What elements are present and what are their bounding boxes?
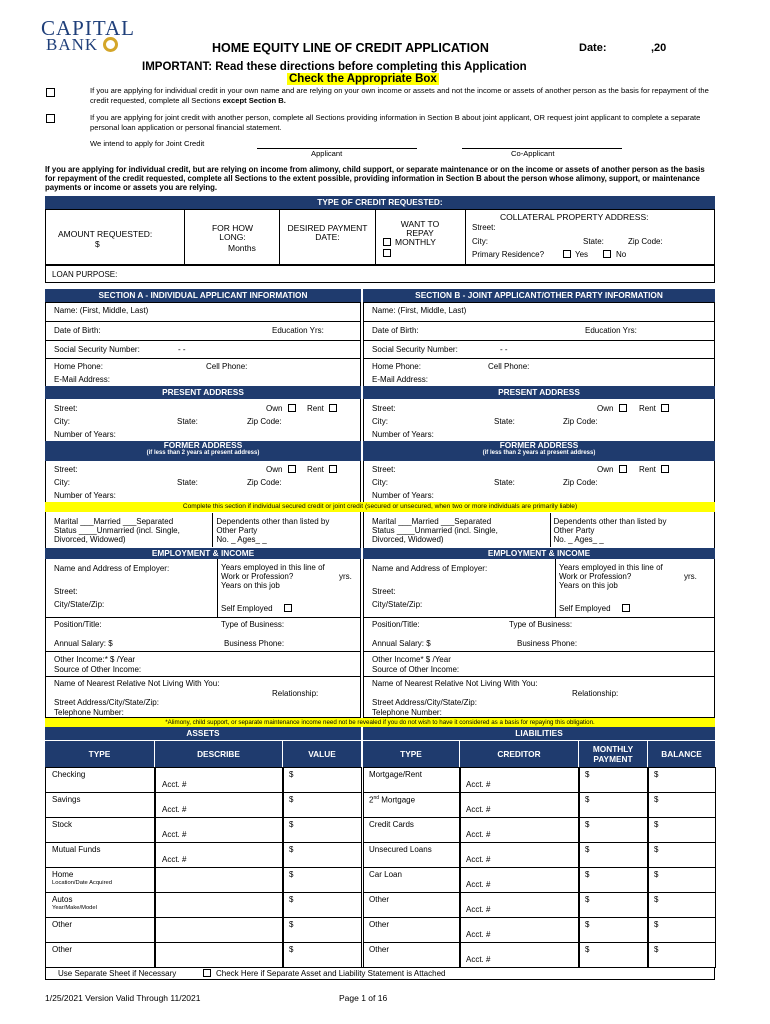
- liab-col-monthly: MONTHLY PAYMENT: [579, 741, 647, 767]
- assets-col-describe: DESCRIBE: [155, 741, 282, 767]
- liability-acct[interactable]: Acct. #: [466, 930, 491, 939]
- b-cell-phone-field[interactable]: Cell Phone:: [488, 362, 530, 371]
- important-notice: IMPORTANT: Read these directions before completing this Application: [142, 61, 527, 73]
- b-dependents-line1[interactable]: Dependents other than listed by: [553, 517, 667, 526]
- a-present-zip[interactable]: Zip Code:: [247, 417, 282, 426]
- liability-acct[interactable]: Acct. #: [466, 830, 491, 839]
- a-email-field[interactable]: E-Mail Address:: [54, 375, 111, 384]
- a-former-own-checkbox[interactable]: [288, 465, 296, 473]
- collateral-street[interactable]: Street:: [472, 223, 496, 232]
- table-row: [45, 767, 715, 792]
- b-dependents-line2[interactable]: Other Party: [553, 526, 595, 535]
- liability-type: Unsecured Loans: [369, 845, 432, 854]
- b-former-own-label: Own: [597, 465, 614, 474]
- asset-type: Other: [52, 920, 73, 929]
- b-education-field[interactable]: Education Yrs:: [585, 326, 637, 335]
- b-email-field[interactable]: E-Mail Address:: [372, 375, 429, 384]
- table-row: [45, 842, 715, 867]
- b-self-employed-checkbox[interactable]: [622, 604, 630, 612]
- b-marital-line2[interactable]: Status ____Unmarried (incl. Single,: [372, 526, 498, 535]
- liability-type: Other: [369, 895, 390, 904]
- b-home-phone-field[interactable]: Home Phone:: [372, 362, 421, 371]
- liability-balance[interactable]: $: [654, 920, 659, 929]
- b-other-income-field[interactable]: Other Income* $ /Year: [372, 655, 451, 664]
- a-former-address-header-title: FORMER ADDRESS: [163, 440, 243, 450]
- a-former-own-label: Own: [266, 465, 283, 474]
- liability-balance[interactable]: $: [654, 845, 659, 854]
- a-yrs-label[interactable]: yrs.: [339, 572, 352, 581]
- a-work-profession-label: Work or Profession?: [221, 572, 294, 581]
- loan-purpose-label: LOAN PURPOSE:: [52, 270, 118, 279]
- a-business-type-field[interactable]: Type of Business:: [221, 620, 285, 629]
- b-marital-line1[interactable]: Marital ___Married ___Separated: [372, 517, 492, 526]
- b-former-street[interactable]: Street:: [372, 465, 396, 474]
- table-row: [45, 892, 715, 917]
- b-employer-field[interactable]: Name and Address of Employer:: [372, 564, 488, 573]
- date-label: Date:: [579, 42, 607, 54]
- liability-payment[interactable]: $: [585, 920, 590, 929]
- b-present-own-checkbox[interactable]: [619, 404, 627, 412]
- b-years-job-field[interactable]: Years on this job: [559, 581, 618, 590]
- a-divider: [46, 676, 360, 677]
- a-ssn-dashes: - -: [178, 345, 186, 354]
- a-relative-phone-field[interactable]: Telephone Number:: [54, 708, 124, 717]
- a-home-phone-field[interactable]: Home Phone:: [54, 362, 103, 371]
- liability-payment[interactable]: $: [585, 895, 590, 904]
- asset-type: Stock: [52, 820, 73, 829]
- liability-balance[interactable]: $: [654, 770, 659, 779]
- b-present-zip[interactable]: Zip Code:: [563, 417, 598, 426]
- a-employer-street[interactable]: Street:: [54, 587, 78, 596]
- asset-type-sub: Year/Make/Model: [52, 905, 97, 911]
- liability-payment[interactable]: $: [585, 795, 590, 804]
- logo-text-bank: BANK: [46, 35, 99, 54]
- table-cell[interactable]: [155, 867, 283, 893]
- b-position-field[interactable]: Position/Title:: [372, 620, 420, 629]
- b-former-own-checkbox[interactable]: [619, 465, 627, 473]
- liability-balance[interactable]: $: [654, 870, 659, 879]
- b-divider: [364, 617, 714, 618]
- asset-type-sub: Location/Date Acquired: [52, 880, 112, 886]
- primary-no-checkbox[interactable]: [603, 250, 611, 258]
- asset-value[interactable]: $: [289, 820, 294, 829]
- asset-type: Home: [52, 870, 74, 879]
- table-row: [45, 817, 715, 842]
- liability-payment[interactable]: $: [585, 845, 590, 854]
- asset-acct[interactable]: Acct. #: [162, 780, 187, 789]
- liability-payment[interactable]: $: [585, 770, 590, 779]
- repay-other-checkbox[interactable]: [383, 249, 391, 257]
- assets-col-type: TYPE: [45, 741, 154, 767]
- alimony-footnote: *Alimony, child support, or separate maintenance income need not be revealed if you do not wish to have it considered as a basis for repaying this obligation.: [45, 718, 715, 727]
- a-dob-field[interactable]: Date of Birth:: [54, 326, 101, 335]
- a-divider: [46, 321, 360, 322]
- table-cell[interactable]: [283, 867, 362, 893]
- a-employer-field[interactable]: Name and Address of Employer:: [54, 564, 170, 573]
- section-a-header: SECTION A - INDIVIDUAL APPLICANT INFORMATION: [45, 289, 361, 302]
- asset-type: Checking: [52, 770, 86, 779]
- individual-credit-checkbox[interactable]: [46, 88, 55, 97]
- asset-type: Savings: [52, 795, 81, 804]
- b-divider: [364, 358, 714, 359]
- b-years-line-label: Years employed in this line of: [559, 563, 663, 572]
- desired-payment-date-label[interactable]: DESIRED PAYMENT DATE:: [287, 223, 368, 242]
- b-relationship-field[interactable]: Relationship:: [572, 689, 619, 698]
- section-b-header: SECTION B - JOINT APPLICANT/OTHER PARTY INFORMATION: [363, 289, 715, 302]
- assets-header: ASSETS: [45, 727, 361, 740]
- asset-value[interactable]: $: [289, 920, 294, 929]
- b-former-zip[interactable]: Zip Code:: [563, 478, 598, 487]
- collateral-city[interactable]: City:: [472, 237, 488, 246]
- monthly-checkbox[interactable]: [383, 238, 391, 246]
- b-employer-divider: [555, 559, 556, 617]
- a-salary-field[interactable]: Annual Salary: $: [54, 639, 113, 648]
- asset-type: Autos: [52, 895, 73, 904]
- credit-type-header: TYPE OF CREDIT REQUESTED:: [45, 196, 715, 209]
- b-employer-city-state-zip[interactable]: City/State/Zip:: [372, 600, 423, 609]
- liability-balance[interactable]: $: [654, 895, 659, 904]
- a-other-income-field[interactable]: Other Income:* $ /Year: [54, 655, 136, 664]
- primary-yes-checkbox[interactable]: [563, 250, 571, 258]
- joint-credit-checkbox[interactable]: [46, 114, 55, 123]
- asset-type: Other: [52, 945, 73, 954]
- a-relationship-field[interactable]: Relationship:: [272, 689, 319, 698]
- b-present-years[interactable]: Number of Years:: [372, 430, 434, 439]
- b-work-profession-label: Work or Profession?: [559, 572, 632, 581]
- a-marital-line3[interactable]: Divorced, Widowed): [54, 535, 126, 544]
- amount-dollar[interactable]: $: [95, 239, 100, 249]
- a-former-state[interactable]: State:: [177, 478, 198, 487]
- logo-text-capital: CAPITAL: [41, 16, 135, 40]
- b-marital-line3[interactable]: Divorced, Widowed): [372, 535, 444, 544]
- asset-type: Mutual Funds: [52, 845, 101, 854]
- b-ssn-dashes: - -: [500, 345, 508, 354]
- b-dob-field[interactable]: Date of Birth:: [372, 326, 419, 335]
- liability-type: Mortgage/Rent: [369, 770, 422, 779]
- applicant-label: Applicant: [311, 149, 343, 158]
- b-relative-phone-field[interactable]: Telephone Number:: [372, 708, 442, 717]
- a-former-street[interactable]: Street:: [54, 465, 78, 474]
- b-former-rent-checkbox[interactable]: [661, 465, 669, 473]
- a-present-own-checkbox[interactable]: [288, 404, 296, 412]
- liability-acct[interactable]: Acct. #: [466, 855, 491, 864]
- primary-yes-label: Yes: [575, 250, 589, 259]
- a-marital-line2[interactable]: Status ____Unmarried (incl. Single,: [54, 526, 180, 535]
- a-present-street[interactable]: Street:: [54, 404, 78, 413]
- liability-type: Car Loan: [369, 870, 402, 879]
- complete-section-note: Complete this section if individual secured credit or joint credit (secured or unsecured, when two or more individuals are primarily liable): [45, 502, 715, 512]
- joint-intent-label: We intend to apply for Joint Credit: [90, 139, 205, 148]
- b-present-address-header: PRESENT ADDRESS: [363, 386, 715, 399]
- b-divider: [364, 651, 714, 652]
- a-divider: [46, 358, 360, 359]
- separate-statement-checkbox[interactable]: [203, 969, 211, 977]
- collateral-label: COLLATERAL PROPERTY ADDRESS:: [500, 212, 649, 222]
- table-cell[interactable]: [283, 767, 362, 793]
- a-ssn-field[interactable]: Social Security Number:: [54, 345, 140, 354]
- liability-acct[interactable]: Acct. #: [466, 955, 491, 964]
- check-here-label: Check Here if Separate Asset and Liability Statement is Attached: [216, 969, 446, 978]
- a-divider: [46, 617, 360, 618]
- months-label[interactable]: Months: [228, 243, 256, 253]
- b-present-city[interactable]: City:: [372, 417, 388, 426]
- individual-credit-text: If you are applying for individual credit in your own name and are relying on your own income or assets and not the income or assets of another person as the basis for repayment of the credit requested, complete all Sections except Section B.: [90, 86, 709, 105]
- b-employment-header: EMPLOYMENT & INCOME: [363, 548, 715, 559]
- amount-requested-label: AMOUNT REQUESTED:: [58, 229, 153, 239]
- b-former-city[interactable]: City:: [372, 478, 388, 487]
- a-employer-city-state-zip[interactable]: City/State/Zip:: [54, 600, 105, 609]
- b-divider: [364, 676, 714, 677]
- asset-value[interactable]: $: [289, 845, 294, 854]
- b-former-years[interactable]: Number of Years:: [372, 491, 434, 500]
- b-business-phone-field[interactable]: Business Phone:: [517, 639, 578, 648]
- a-present-state[interactable]: State:: [177, 417, 198, 426]
- b-divider: [364, 321, 714, 322]
- a-marital-divider: [212, 513, 213, 547]
- liability-payment[interactable]: $: [585, 945, 590, 954]
- separate-sheet-label: Use Separate Sheet if Necessary: [58, 969, 177, 978]
- liability-acct[interactable]: Acct. #: [466, 880, 491, 889]
- date-year: ,20: [651, 42, 667, 54]
- table-cell[interactable]: [283, 817, 362, 843]
- asset-value[interactable]: $: [289, 945, 294, 954]
- b-ssn-field[interactable]: Social Security Number:: [372, 345, 458, 354]
- a-former-address-header-subtitle: (if less than 2 years at present address): [146, 450, 260, 456]
- liability-type: Credit Cards: [369, 820, 414, 829]
- liability-acct[interactable]: Acct. #: [466, 905, 491, 914]
- b-present-own-label: Own: [597, 404, 614, 413]
- liability-type: Other: [369, 945, 390, 954]
- asset-value[interactable]: $: [289, 870, 294, 879]
- alimony-note: If you are applying for individual credit, but are relying on income from alimony, child support, or separate maintenance or on the income or assets of another person as the basis for repayment of the credit requested, complete all Sections to the extent possible, providing information in Section B about the person whose alimony, support, or maintenance payments or income or assets you are relying.: [45, 165, 705, 192]
- co-applicant-label: Co-Applicant: [511, 149, 555, 158]
- a-employment-header: EMPLOYMENT & INCOME: [45, 548, 361, 559]
- table-row: [45, 792, 715, 817]
- primary-residence-label: Primary Residence?: [472, 250, 545, 259]
- a-present-rent-label: Rent: [307, 404, 324, 413]
- table-cell[interactable]: [283, 892, 362, 918]
- version-footer: 1/25/2021 Version Valid Through 11/2021: [45, 993, 201, 1003]
- asset-value[interactable]: $: [289, 795, 294, 804]
- a-employer-divider: [217, 559, 218, 617]
- b-former-rent-label: Rent: [639, 465, 656, 474]
- a-marital-line1[interactable]: Marital ___Married ___Separated: [54, 517, 174, 526]
- table-cell[interactable]: [283, 792, 362, 818]
- liability-balance[interactable]: $: [654, 945, 659, 954]
- a-business-phone-field[interactable]: Business Phone:: [224, 639, 285, 648]
- table-cell[interactable]: [155, 942, 283, 968]
- primary-no-label: No: [616, 250, 627, 259]
- liability-acct[interactable]: Acct. #: [466, 805, 491, 814]
- b-present-rent-checkbox[interactable]: [661, 404, 669, 412]
- table-cell[interactable]: [155, 892, 283, 918]
- a-cell-phone-field[interactable]: Cell Phone:: [206, 362, 248, 371]
- b-business-type-field[interactable]: Type of Business:: [509, 620, 573, 629]
- a-former-years[interactable]: Number of Years:: [54, 491, 116, 500]
- asset-acct[interactable]: Acct. #: [162, 855, 187, 864]
- a-self-employed-label: Self Employed: [221, 604, 273, 613]
- liability-payment[interactable]: $: [585, 870, 590, 879]
- asset-acct[interactable]: Acct. #: [162, 830, 187, 839]
- loan-purpose-box[interactable]: [45, 265, 715, 283]
- table-row: [45, 867, 715, 892]
- b-divider: [364, 340, 714, 341]
- a-education-field[interactable]: Education Yrs:: [272, 326, 324, 335]
- asset-value[interactable]: $: [289, 770, 294, 779]
- collateral-state[interactable]: State:: [583, 237, 604, 246]
- b-present-state[interactable]: State:: [494, 417, 515, 426]
- a-position-field[interactable]: Position/Title:: [54, 620, 102, 629]
- liability-type: Other: [369, 920, 390, 929]
- a-divider: [46, 651, 360, 652]
- table-cell[interactable]: [283, 917, 362, 943]
- liability-payment[interactable]: $: [585, 820, 590, 829]
- a-relative-address-field[interactable]: Street Address/City/State/Zip:: [54, 698, 159, 707]
- a-former-address-header: [45, 441, 361, 461]
- b-salary-field[interactable]: Annual Salary: $: [372, 639, 431, 648]
- logo-swirl-icon: [103, 37, 118, 52]
- a-present-rent-checkbox[interactable]: [329, 404, 337, 412]
- joint-credit-text: If you are applying for joint credit with another person, complete all Sections providing information in Section B about joint applicant, OR request joint applicant to complete a separate personal loan application or personal financial statement.: [90, 113, 701, 132]
- for-how-long-label: FOR HOW LONG:: [211, 223, 254, 242]
- b-relative-address-field[interactable]: Street Address/City/State/Zip:: [372, 698, 477, 707]
- assets-col-value: VALUE: [283, 741, 361, 767]
- a-present-city[interactable]: City:: [54, 417, 70, 426]
- b-present-street[interactable]: Street:: [372, 404, 396, 413]
- b-self-employed-label: Self Employed: [559, 604, 611, 613]
- a-self-employed-checkbox[interactable]: [284, 604, 292, 612]
- a-former-city[interactable]: City:: [54, 478, 70, 487]
- b-yrs-label[interactable]: yrs.: [684, 572, 697, 581]
- page-title: HOME EQUITY LINE OF CREDIT APPLICATION: [212, 41, 489, 55]
- table-row: [45, 942, 715, 967]
- a-former-zip[interactable]: Zip Code:: [247, 478, 282, 487]
- liab-col-creditor: CREDITOR: [460, 741, 578, 767]
- b-employer-street[interactable]: Street:: [372, 587, 396, 596]
- b-former-state[interactable]: State:: [494, 478, 515, 487]
- a-present-years[interactable]: Number of Years:: [54, 430, 116, 439]
- a-dependents-line2[interactable]: Other Party: [216, 526, 258, 535]
- table-cell[interactable]: [283, 842, 362, 868]
- collateral-zip[interactable]: Zip Code:: [628, 237, 663, 246]
- table-row: [45, 917, 715, 942]
- a-years-line-label: Years employed in this line of: [221, 563, 325, 572]
- a-dependents-line1[interactable]: Dependents other than listed by: [216, 517, 330, 526]
- liability-balance[interactable]: $: [654, 820, 659, 829]
- monthly-label: MONTHLY: [395, 237, 436, 247]
- b-present-rent-label: Rent: [639, 404, 656, 413]
- a-dependents-line3[interactable]: No. _ Ages_ _: [216, 535, 267, 544]
- liabilities-header: LIABILITIES: [363, 727, 715, 740]
- a-present-address-header: PRESENT ADDRESS: [45, 386, 361, 399]
- b-name-field[interactable]: Name: (First, Middle, Last): [372, 306, 467, 315]
- a-present-own-label: Own: [266, 404, 283, 413]
- a-former-rent-label: Rent: [307, 465, 324, 474]
- b-former-address-header-title: FORMER ADDRESS: [499, 440, 579, 450]
- asset-value[interactable]: $: [289, 895, 294, 904]
- b-former-address-header-subtitle: (if less than 2 years at present address): [482, 450, 596, 456]
- liability-acct[interactable]: Acct. #: [466, 780, 491, 789]
- liab-col-type: TYPE: [363, 741, 459, 767]
- want-to-repay-label: WANT TO REPAY: [400, 219, 440, 238]
- check-box-instruction: Check the Appropriate Box: [289, 73, 437, 85]
- a-name-field[interactable]: Name: (First, Middle, Last): [54, 306, 149, 315]
- b-income-source-field[interactable]: Source of Other Income:: [372, 665, 460, 674]
- b-dependents-line3[interactable]: No. _ Ages_ _: [553, 535, 604, 544]
- page-number: Page 1 of 16: [339, 993, 388, 1003]
- asset-acct[interactable]: Acct. #: [162, 805, 187, 814]
- table-cell[interactable]: [155, 917, 283, 943]
- table-cell[interactable]: [283, 942, 362, 968]
- liability-balance[interactable]: $: [654, 795, 659, 804]
- liability-type: 2nd Mortgage: [369, 795, 416, 805]
- b-former-address-header: [363, 441, 715, 461]
- a-divider: [46, 340, 360, 341]
- a-relative-field[interactable]: Name of Nearest Relative Not Living With You:: [54, 679, 220, 688]
- a-former-rent-checkbox[interactable]: [329, 465, 337, 473]
- a-income-source-field[interactable]: Source of Other Income:: [54, 665, 142, 674]
- b-marital-divider: [550, 513, 551, 547]
- liab-col-balance: BALANCE: [648, 741, 715, 767]
- asset-liability-table: [45, 767, 715, 967]
- b-relative-field[interactable]: Name of Nearest Relative Not Living With You:: [372, 679, 538, 688]
- a-years-job-field[interactable]: Years on this job: [221, 581, 280, 590]
